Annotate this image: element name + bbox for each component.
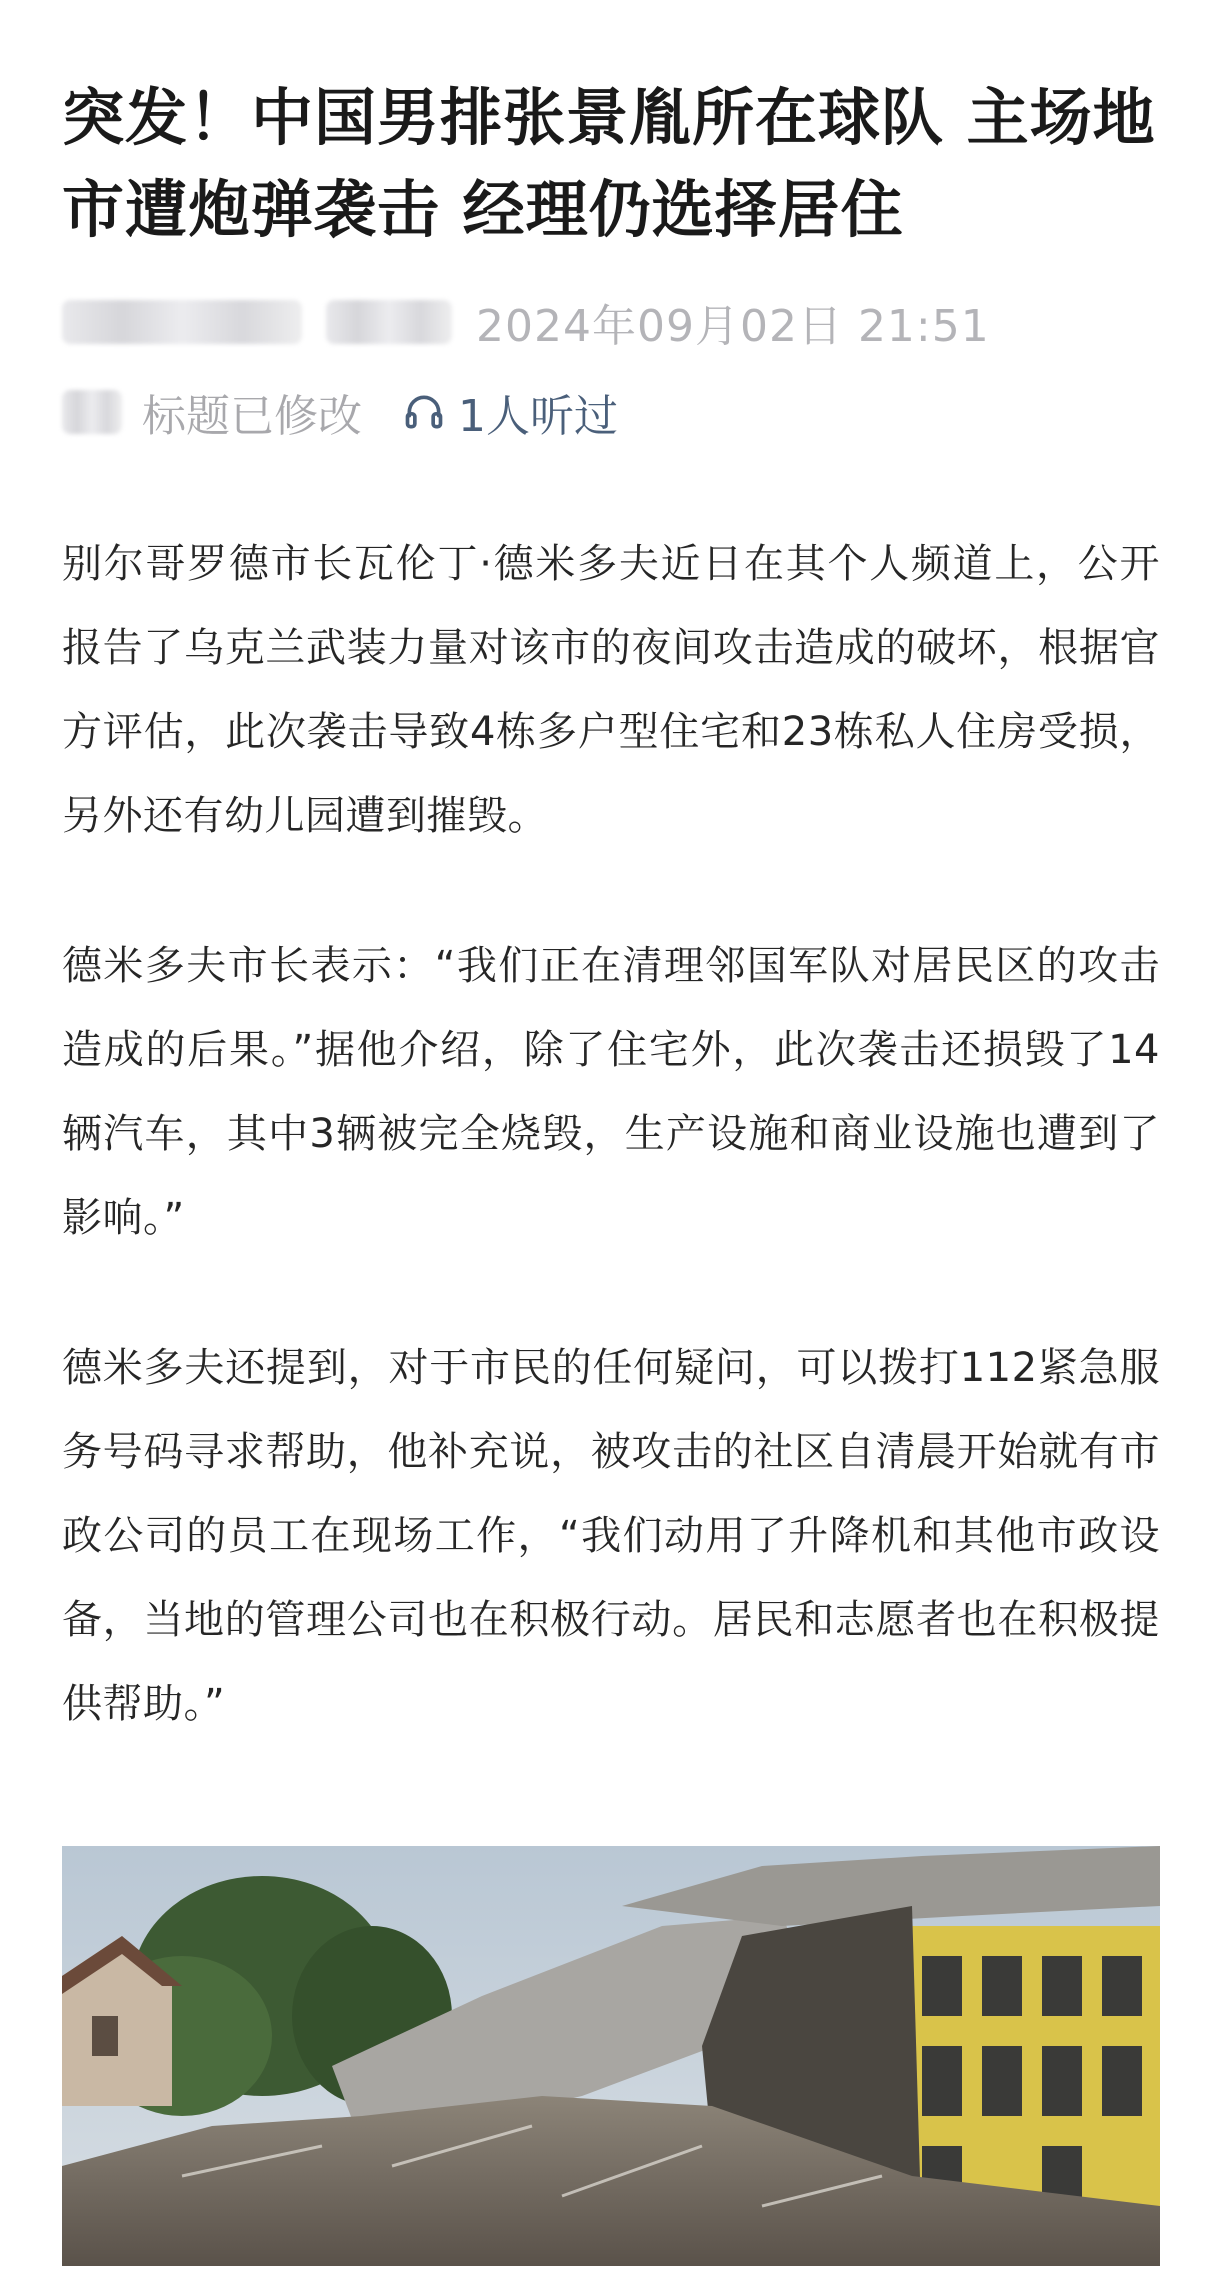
author-name-blurred[interactable] [326, 300, 452, 344]
article-meta-secondary [62, 382, 1160, 442]
article-title: 突发！中国男排张景胤所在球队 主场地市遭炮弹袭击 经理仍选择居住 [62, 81, 1156, 246]
article [62, 0, 1160, 1746]
headphones-icon[interactable] [402, 390, 446, 434]
article-paragraph: 德米多夫市长表示：“我们正在清理邻国军队对居民区的攻击造成的后果。”据他介绍，除了住宅外，此次袭击还损毁了14辆汽车，其中3辆被完全烧毁，生产设施和商业设施也遭到了影响。” [62, 943, 1160, 1241]
article-paragraph: 别尔哥罗德市长瓦伦丁·德米多夫近日在其个人频道上，公开报告了乌克兰武装力量对该市的夜间攻击造成的破坏，根据官方评估，此次袭击导致4栋多户型住宅和23栋私人住房受损，另外还有幼儿园遭到摧毁。 [62, 541, 1160, 839]
article-paragraph: 德米多夫还提到，对于市民的任何疑问，可以拨打112紧急服务号码寻求帮助，他补充说，被攻击的社区自清晨开始就有市政公司的员工在现场工作，“我们动用了升降机和其他市政设备，当地的管理公司也在积极行动。居民和志愿者也在积极提供帮助。” [62, 1345, 1160, 1727]
article-meta [62, 292, 1160, 352]
publish-date: 2024年09月02日 21:51 [476, 301, 990, 352]
title-edited-label: 标题已修改 [142, 391, 362, 442]
listen-count[interactable]: 1人听过 [458, 391, 618, 442]
article-photo[interactable] [62, 1846, 1160, 2266]
author-avatar-blurred[interactable] [62, 300, 302, 344]
source-blurred [62, 390, 122, 434]
